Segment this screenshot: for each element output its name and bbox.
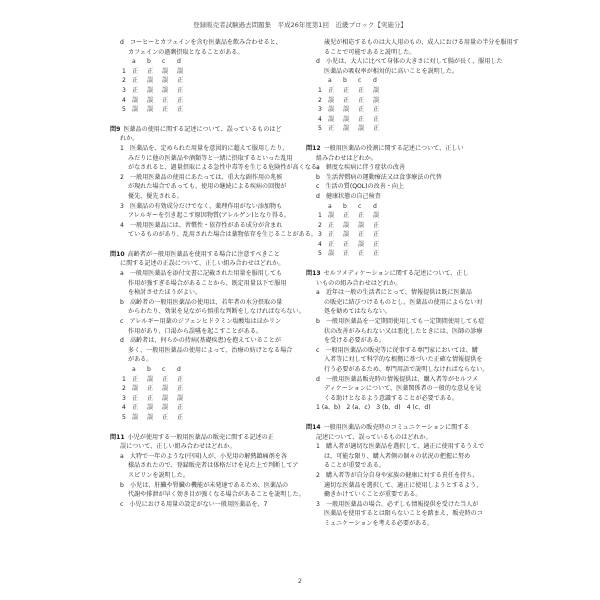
answer-option-row bbox=[306, 124, 554, 134]
answer-option-value: 誤 bbox=[147, 375, 154, 383]
answer-option-value: 正 bbox=[132, 394, 139, 402]
question-text-line: d 高齢者は、何らかの持病(基礎疾患)を抱えていることが bbox=[120, 337, 281, 345]
question-text-line: 医薬品の使用に関する記述について、誤っているものはど bbox=[123, 125, 282, 133]
options-header-cell: c bbox=[358, 202, 362, 210]
answer-option-value: 正 bbox=[358, 115, 365, 123]
answer-option-number: 5 bbox=[318, 125, 322, 133]
answer-option-row bbox=[306, 240, 554, 250]
answer-option-value: 正 bbox=[328, 221, 335, 229]
answer-option-value: 正 bbox=[373, 125, 380, 133]
answer-option-value: 誤 bbox=[358, 221, 365, 229]
answer-option-value: 正 bbox=[358, 106, 365, 114]
answer-option-value: 正 bbox=[177, 413, 184, 421]
answer-option-row bbox=[306, 211, 554, 221]
question-text-line: ミュニケーションを考える必要がある。 bbox=[324, 519, 434, 527]
answer-option-value: 正 bbox=[162, 413, 169, 421]
question-text-line: 4 一般用医薬品には、習慣性・依存性がある成分が含まれ bbox=[120, 221, 283, 229]
answer-option-number: 3 bbox=[318, 106, 322, 114]
answer-option-value: 正 bbox=[132, 86, 139, 94]
answer-option-value: 誤 bbox=[358, 240, 365, 248]
answer-option-value: 正 bbox=[177, 375, 184, 383]
answer-option-number: 4 bbox=[318, 240, 322, 248]
question-text-line: 優先、優先される。 bbox=[128, 192, 183, 200]
question-text-line: a 近年は一般の生活者にとって、情報提供は既に医薬品 bbox=[316, 289, 472, 297]
question-text-line: a 大特で一年のような(中国)人が、小児用の解熱鎮痛剤を各 bbox=[120, 452, 287, 460]
answer-option-value: 誤 bbox=[328, 115, 335, 123]
question-text-line: を検討させたほうがよい。 bbox=[128, 289, 202, 297]
question-text-line: に関する記述の正誤について、正しい組み合わせはどれか。 bbox=[120, 260, 285, 268]
answer-option-value: 誤 bbox=[147, 106, 154, 114]
question-text-line: ることが重要である。 bbox=[324, 462, 385, 470]
question-text-line: c 小児における用量の設定がない一般用医薬品を、7 bbox=[120, 500, 268, 508]
answer-option-number: 4 bbox=[318, 115, 322, 123]
question-text-line: ディケーションについて、医薬関係者の一般的な意見を見 bbox=[324, 385, 482, 393]
options-header-cell: d bbox=[373, 77, 377, 85]
answer-option-row bbox=[306, 96, 554, 106]
question-text-line: 処を勧めてはならない。 bbox=[324, 308, 392, 316]
answer-option-value: 誤 bbox=[162, 77, 169, 85]
options-header-cell: b bbox=[343, 77, 347, 85]
question-text-line: 高齢者が一般用医薬品を使用する場合に注意すべきこと bbox=[127, 250, 280, 258]
options-header-cell: d bbox=[177, 58, 181, 66]
answer-option-value: 正 bbox=[328, 86, 335, 94]
question-number: 問14 bbox=[306, 423, 321, 431]
answer-option-value: 誤 bbox=[373, 86, 380, 94]
options-header-cell: d bbox=[373, 202, 377, 210]
answer-option-value: 正 bbox=[343, 240, 350, 248]
answer-option-value: 正 bbox=[358, 212, 365, 220]
question-text-line: は、可能な限り、購入者側の個々の状況の把握に努め bbox=[324, 452, 471, 460]
answer-option-value: 正 bbox=[328, 240, 335, 248]
answer-option-value: 正 bbox=[343, 96, 350, 104]
question-text-line: 作用が強すぎる場合があることから、既定用量以下で服用 bbox=[128, 279, 287, 287]
answer-option-value: 正 bbox=[358, 86, 365, 94]
question-text-line: 医薬品の吸収率が相対的に高いことを説明した。 bbox=[324, 67, 459, 75]
question-text-line: d 健康状態の自己検査 bbox=[316, 192, 381, 200]
options-header-cell: c bbox=[162, 366, 166, 373]
question-text-line: c 生活の質(QOL)の改善・向上 bbox=[316, 183, 405, 191]
question-text-line: b 一般用医薬品を一定期間使用しても一定期間使用しても症 bbox=[316, 318, 485, 326]
answer-option-number: 2 bbox=[122, 385, 126, 393]
question-text-line: 代謝や排泄が早く効き目が強くなる場合があることを説明した。 bbox=[128, 491, 305, 499]
options-header-spacer bbox=[318, 76, 328, 86]
answer-option-number: 3 bbox=[122, 86, 126, 94]
options-header-spacer bbox=[122, 365, 132, 375]
answer-option-value: 正 bbox=[177, 385, 184, 393]
question-text-line: 一般用医薬品の販売時のコミュニケーションに関する bbox=[323, 423, 470, 431]
answer-option-value: 正 bbox=[343, 212, 350, 220]
answer-option-number: 5 bbox=[122, 413, 126, 421]
answer-option-value: 正 bbox=[177, 106, 184, 114]
question-text-line: c 一般用医薬品の販売等に従事する専門家においては、購 bbox=[316, 346, 478, 354]
answer-option-value: 誤 bbox=[147, 413, 154, 421]
answer-option-value: 正 bbox=[373, 240, 380, 248]
answer-option-value: 誤 bbox=[162, 86, 169, 94]
question-text-line: 適切な医薬品を選択して、適正に使用しようとするよう、 bbox=[324, 481, 483, 489]
question-text-line: を受ける必要がある。 bbox=[324, 337, 385, 345]
answer-option-value: 誤 bbox=[343, 231, 350, 239]
answer-option-value: 正 bbox=[177, 404, 184, 412]
page-number: 2 bbox=[297, 577, 303, 585]
answer-option-value: 正 bbox=[358, 231, 365, 239]
answer-option-row bbox=[306, 221, 554, 231]
answer-option-value: 誤 bbox=[328, 96, 335, 104]
answer-option-value: 誤 bbox=[373, 96, 380, 104]
answer-option-value: 誤 bbox=[132, 385, 139, 393]
options-header-cell: c bbox=[162, 58, 166, 66]
answer-option-value: 正 bbox=[162, 96, 169, 104]
question-text-line: 多く、一般用医薬品の使用によって、治療の妨げとなる場合 bbox=[128, 346, 293, 354]
question-text-line: 様品されたので、登録販売者は体格だけを見た上で判断してア bbox=[128, 462, 299, 470]
options-header-spacer bbox=[318, 202, 328, 212]
question-text-line: の販売に結びつけるものとし、医薬品の使用によらない対 bbox=[324, 298, 483, 306]
answer-option-value: 正 bbox=[328, 231, 335, 239]
question-text-line: 記述について、誤っているものはどれか。 bbox=[316, 433, 432, 441]
answer-option-value: 正 bbox=[132, 77, 139, 85]
options-header-cell: c bbox=[358, 77, 362, 85]
answer-option-value: 正 bbox=[328, 125, 335, 133]
question-text-line: ているものがあり、乱用された場合は薬物依存を生じることがある。 bbox=[128, 231, 317, 239]
question-text-line: c アレルギー用薬のジフェンヒドラミン塩酸塩はほかリン bbox=[120, 318, 282, 326]
question-text-line: 行う必要があるため、専門用語で説明しなければならない。 bbox=[324, 366, 489, 373]
question-number: 問13 bbox=[306, 270, 321, 278]
options-header-cell: a bbox=[328, 77, 332, 85]
question-11-tail bbox=[306, 38, 554, 134]
answer-option-number: 1 bbox=[318, 212, 322, 220]
answer-option-number: 4 bbox=[122, 96, 126, 104]
options-header-cell: d bbox=[177, 366, 181, 373]
answer-option-value: 正 bbox=[177, 77, 184, 85]
question-text-line: 働きかけていくことが重要である。 bbox=[324, 491, 422, 499]
answer-option-value: 正 bbox=[373, 231, 380, 239]
answer-option-number: 1 bbox=[122, 67, 126, 75]
answer-option-value: 誤 bbox=[162, 404, 169, 412]
answer-option-row bbox=[306, 105, 554, 115]
answer-option-value: 正 bbox=[147, 394, 154, 402]
question-text-line: 1 購入者が適切な医薬品を選択して、適正に使用するうえで bbox=[316, 443, 485, 451]
answer-option-number: 5 bbox=[122, 106, 126, 114]
question-text-line: いものの組み合わせはどれか。 bbox=[316, 279, 402, 287]
question-text-line: が現れた場合であっても、使用の継続による疾病の回復が bbox=[128, 183, 287, 191]
question-text-line: くる助けとなるよう意識することが必要である。 bbox=[324, 394, 459, 402]
question-text-line: がある。 bbox=[128, 356, 153, 364]
question-12 bbox=[306, 144, 554, 259]
question-text-line: 入者等に対して科学的な根拠に基づいた正確な情報提供を bbox=[324, 356, 483, 364]
answer-option-value: 誤 bbox=[328, 250, 335, 258]
question-text-line: 2 一般用医薬品の使用にあたっては、重大な副作用の兆候 bbox=[120, 173, 283, 181]
answer-option-value: 正 bbox=[132, 404, 139, 412]
question-number: 問10 bbox=[110, 250, 125, 258]
question-text-line: 歳児が相応するものは大人用のもの、成人における用量の半分を服用す bbox=[324, 39, 519, 46]
question-text-line: d コーヒーとカフェインを含む医薬品を飲み合わせると、 bbox=[120, 39, 282, 46]
answer-option-value: 誤 bbox=[147, 96, 154, 104]
options-header-cell: b bbox=[147, 58, 151, 66]
question-number: 問12 bbox=[306, 144, 321, 152]
question-text-line: a 軽度な疾病に伴う症状の改善 bbox=[316, 164, 406, 172]
answer-option-row bbox=[306, 86, 554, 96]
answer-option-value: 誤 bbox=[162, 67, 169, 75]
question-text-line: カフェインの過剰摂取となることがある。 bbox=[128, 48, 244, 56]
answer-option-value: 正 bbox=[177, 86, 184, 94]
question-text-line: b 高齢者の一般用医薬品の使用は、若年者の水分摂取の量 bbox=[120, 298, 283, 306]
question-text-line: がなされると、過量摂取による急性中毒等を生じる危険性が高くなる。 bbox=[128, 164, 323, 172]
answer-option-value: 誤 bbox=[132, 96, 139, 104]
answer-option-value: 正 bbox=[373, 250, 380, 258]
answer-option-value: 正 bbox=[132, 67, 139, 75]
answer-option-value: 誤 bbox=[177, 67, 184, 75]
question-text-line: 組み合わせはどれか。 bbox=[316, 154, 377, 162]
question-text-line: 誤について、正しい組み合わせはどれか。 bbox=[120, 443, 236, 451]
options-header-cell: b bbox=[343, 202, 347, 210]
answer-option-value: 誤 bbox=[343, 125, 350, 133]
question-text-line: セルフメディケーションに関する記述について、正し bbox=[323, 270, 469, 278]
question-text-line: 2 購入者等が自分自身や家族の健康に対する責任を持ち、 bbox=[316, 471, 479, 479]
question-text-line: 医薬品を使用するとは限らないことを踏まえ、販売時のコ bbox=[324, 510, 483, 518]
answer-option-value: 正 bbox=[177, 96, 184, 104]
question-text-line: b 生活習慣病の運動療法又は食事療法の代替 bbox=[316, 173, 442, 181]
answer-option-value: 正 bbox=[373, 115, 380, 123]
options-header-row bbox=[306, 76, 554, 86]
answer-option-number: 4 bbox=[122, 404, 126, 412]
answer-option-row bbox=[306, 115, 554, 125]
answer-option-number: 5 bbox=[318, 250, 322, 258]
options-header-cell: a bbox=[132, 58, 136, 66]
question-text-line: からわたり、効果を見ながら慎重な判断をしなければならない。 bbox=[128, 308, 305, 316]
answer-option-value: 誤 bbox=[147, 77, 154, 85]
answer-option-value: 誤 bbox=[132, 106, 139, 114]
answer-option-value: 誤 bbox=[132, 413, 139, 421]
answer-option-value: 誤 bbox=[358, 125, 365, 133]
question-text-line: d 小児は、大人に比べて身体の大きさに対して腸が長く、服用した bbox=[316, 58, 503, 66]
options-header-spacer bbox=[122, 57, 132, 67]
answer-option-value: 誤 bbox=[328, 212, 335, 220]
answer-option-number: 2 bbox=[318, 221, 322, 229]
answer-option-value: 誤 bbox=[328, 106, 335, 114]
answer-option-number: 3 bbox=[318, 231, 322, 239]
answer-option-value: 誤 bbox=[177, 394, 184, 402]
answer-option-value: 正 bbox=[358, 96, 365, 104]
answer-option-number: 2 bbox=[318, 96, 322, 104]
answer-option-value: 誤 bbox=[373, 212, 380, 220]
answer-option-value: 正 bbox=[147, 67, 154, 75]
question-14 bbox=[306, 423, 554, 529]
right-column bbox=[306, 38, 554, 539]
question-text-line: 3 医薬品の有効成分だけでなく、薬理作用がない添加物も bbox=[120, 202, 283, 210]
question-text-line: 一般用医薬品の役割に関する記述について、正しい bbox=[323, 144, 464, 152]
options-header-cell: a bbox=[132, 366, 136, 373]
options-header-cell: a bbox=[328, 202, 332, 210]
question-text-line: 作用があり、口渇から誤嚥を起こすことがある。 bbox=[128, 327, 263, 335]
question-text-line: れか。 bbox=[120, 135, 139, 143]
options-header-cell: b bbox=[147, 366, 151, 373]
answer-option-value: 誤 bbox=[343, 115, 350, 123]
question-text-line: 1 (a、b) 2 (a、c) 3 (b、d) 4 (c、d) bbox=[316, 404, 431, 412]
answer-option-value: 誤 bbox=[162, 394, 169, 402]
question-text-line: 3 一般用医薬品の場合、必ずしも情報提供を受けた当人が bbox=[316, 500, 479, 508]
options-header-row bbox=[306, 202, 554, 212]
answer-option-value: 正 bbox=[147, 385, 154, 393]
question-text-line: 小児が使用する一般用医薬品の販売に関する記述の正 bbox=[127, 433, 274, 441]
question-text-line: b 小児は、肝臓や腎臓の機能が未発達であるため、医薬品の bbox=[120, 481, 289, 489]
answer-option-number: 1 bbox=[122, 375, 126, 383]
answer-option-value: 正 bbox=[373, 106, 380, 114]
answer-option-value: 正 bbox=[358, 250, 365, 258]
answer-option-value: 正 bbox=[162, 375, 169, 383]
question-text-line: スピリンを説明した。 bbox=[128, 471, 189, 479]
answer-option-value: 誤 bbox=[147, 86, 154, 94]
page-header: 登録販売者試験過去問題集 平成26年度第1回 近畿ブロック【実施分】 bbox=[193, 21, 407, 29]
question-text-line: 1 医薬品を、定められた用量を意図的に超えて服用したり、 bbox=[120, 144, 289, 152]
answer-option-value: 正 bbox=[343, 250, 350, 258]
question-text-line: アレルギーを引き起こす原因物質(アレルゲン)となり得る。 bbox=[128, 212, 291, 220]
question-13 bbox=[306, 269, 554, 413]
question-number: 問11 bbox=[110, 433, 125, 441]
question-text-line: 状の改善がみられない又は悪化したときには、医師の診療 bbox=[324, 327, 483, 335]
answer-option-value: 誤 bbox=[162, 385, 169, 393]
answer-option-value: 誤 bbox=[147, 404, 154, 412]
answer-option-value: 正 bbox=[132, 375, 139, 383]
answer-option-value: 誤 bbox=[343, 221, 350, 229]
question-number: 問9 bbox=[110, 125, 121, 133]
answer-option-number: 3 bbox=[122, 394, 126, 402]
answer-option-value: 正 bbox=[162, 106, 169, 114]
answer-option-row bbox=[306, 249, 554, 259]
answer-option-row bbox=[306, 230, 554, 240]
answer-option-number: 1 bbox=[318, 86, 322, 94]
question-text-line: a 一般用医薬品を添付文書に記載された用量を服用しても bbox=[120, 270, 283, 278]
answer-option-number: 2 bbox=[122, 77, 126, 85]
answer-option-value: 誤 bbox=[343, 106, 350, 114]
question-text-line: d 一般用医薬品販売時の情報提供は、購入者等がセルフメ bbox=[316, 375, 479, 383]
answer-option-value: 正 bbox=[343, 86, 350, 94]
question-text-line: みだりに他の医薬品や酒類等と一緒に摂取するといった乱用 bbox=[128, 154, 293, 162]
question-text-line: ることで可能であると説明した。 bbox=[324, 48, 416, 56]
answer-option-value: 正 bbox=[373, 221, 380, 229]
